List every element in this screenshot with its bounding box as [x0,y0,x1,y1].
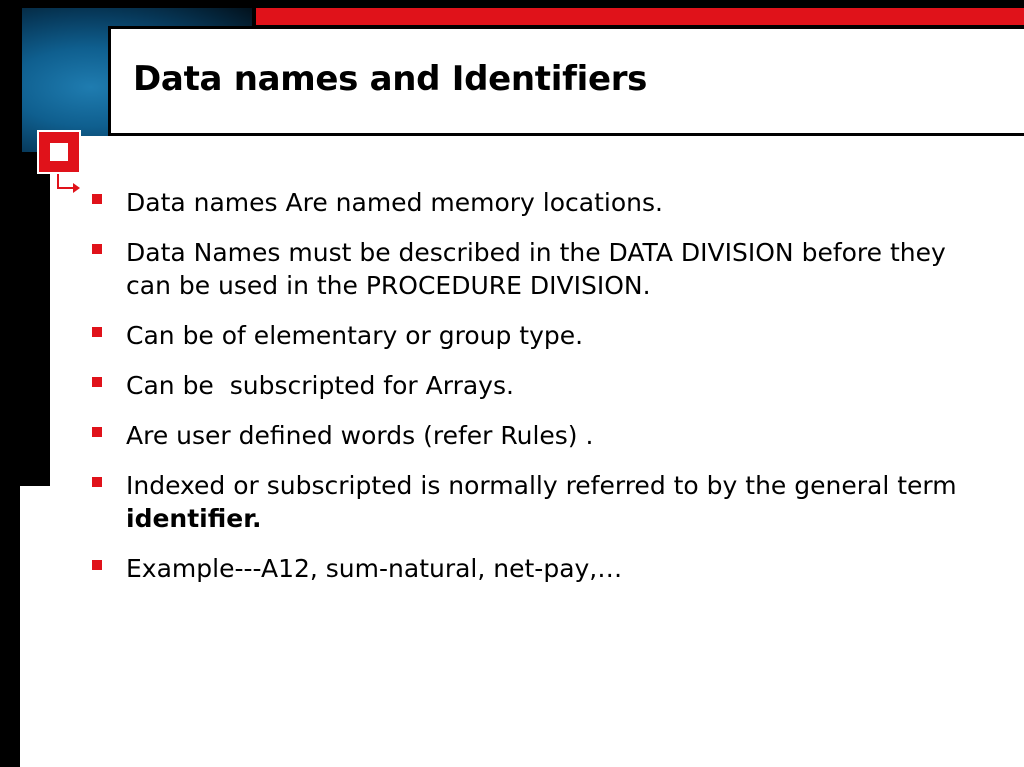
square-bullet-icon [92,244,102,254]
square-bullet-icon [92,560,102,570]
list-item [90,369,970,402]
square-bullet-icon [92,427,102,437]
bullet-text: Data names Are named memory locations. [126,188,663,217]
list-item [90,419,970,452]
list-item [90,236,970,302]
bullet-text: Can be subscripted for Arrays. [126,371,514,400]
square-logo-inner [50,143,68,161]
square-bullet-icon [92,327,102,337]
square-bullet-icon [92,477,102,487]
red-accent-bar [256,8,1024,25]
list-item [90,186,970,219]
square-bullet-icon [92,377,102,387]
bullet-text: Indexed or subscripted is normally referred to by the general term [126,471,965,500]
bullet-bold-text: identifier. [126,504,262,533]
square-bullet-icon [92,194,102,204]
list-item [90,319,970,352]
list-item [90,469,970,535]
bullet-text: Are user defined words (refer Rules) . [126,421,594,450]
bullet-text: Can be of elementary or group type. [126,321,584,350]
bullet-text: Data Names must be described in the DATA DIVISION before they can be used in the PROCEDURE DIVISION. [126,238,946,300]
arrow-right-icon [55,174,85,196]
bullet-list [90,186,970,602]
slide-title: Data names and Identifiers [133,59,648,99]
list-item [90,552,970,585]
bullet-text: Example---A12, sum-natural, net-pay,… [126,554,623,583]
square-logo-icon [37,130,81,174]
title-box [108,26,1024,136]
